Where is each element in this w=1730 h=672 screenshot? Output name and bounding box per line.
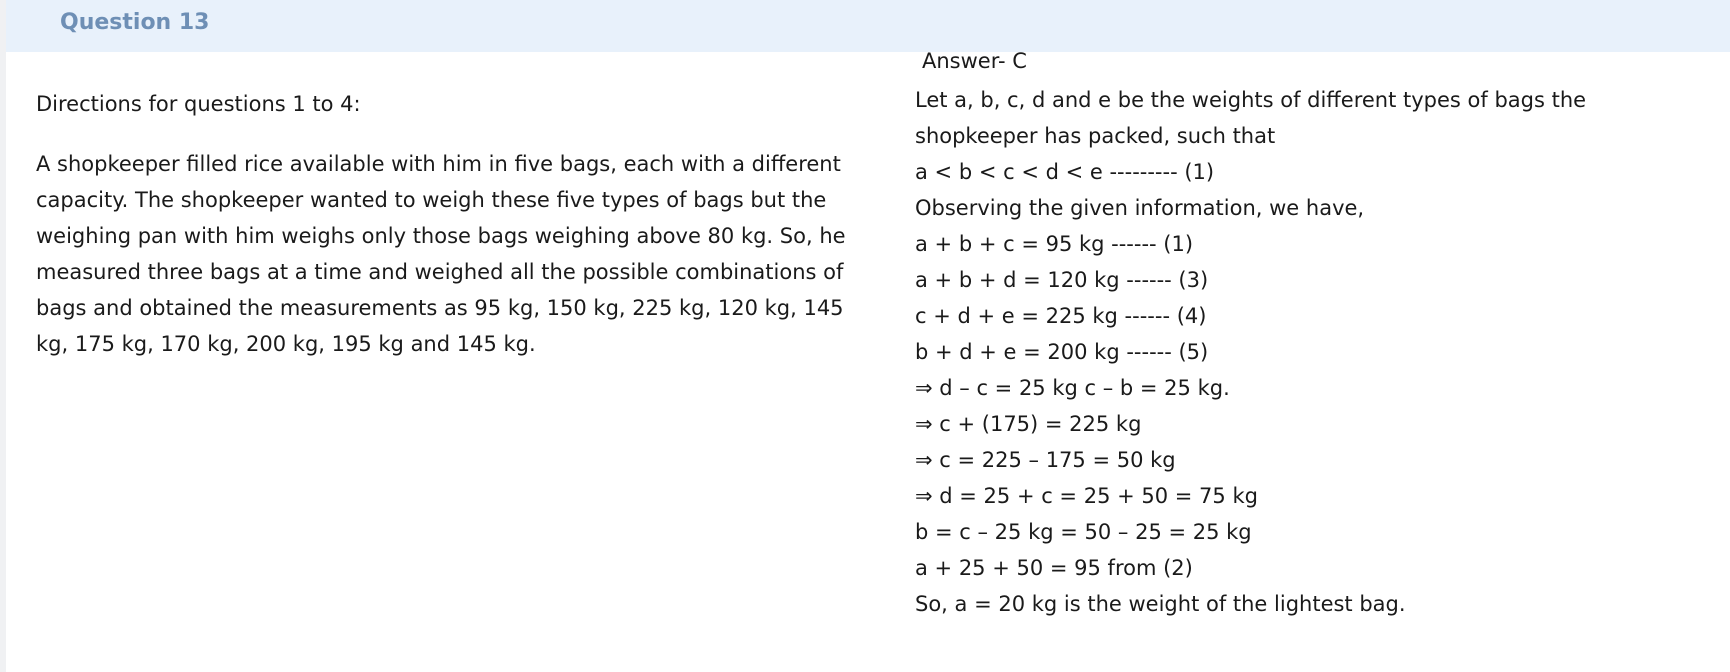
solution-line: c + d + e = 225 kg ------ (4) — [915, 304, 1207, 328]
solution-line: ⇒ c + (175) = 225 kg — [915, 412, 1142, 436]
solution-column — [915, 82, 1715, 622]
solution-line: a + 25 + 50 = 95 from (2) — [915, 556, 1193, 580]
left-edge-strip — [0, 0, 6, 672]
solution-line: b = c – 25 kg = 50 – 25 = 25 kg — [915, 520, 1252, 544]
solution-line: Let a, b, c, d and e be the weights of different types of bags the shopkeeper has packed, such that — [915, 88, 1587, 148]
question-passage-column — [36, 86, 866, 362]
passage-text: A shopkeeper filled rice available with him in five bags, each with a different capacity. The shopkeeper wanted to weigh these five types of bags but the weighing pan with him weighs only those bags weighing above 80 kg. So, he measured three bags at a time and weighed all the possible combinations of bags and obtained the measurements as 95 kg, 150 kg, 225 kg, 120 kg, 145 kg, 175 kg, 170 kg, 200 kg, 195 kg and 145 kg. — [36, 152, 846, 356]
solution-line: ⇒ d – c = 25 kg c – b = 25 kg. — [915, 376, 1230, 400]
solution-line: ⇒ c = 225 – 175 = 50 kg — [915, 448, 1176, 472]
solution-line: So, a = 20 kg is the weight of the lightest bag. — [915, 592, 1406, 616]
answer-label: Answer- C — [922, 49, 1027, 73]
solution-line: b + d + e = 200 kg ------ (5) — [915, 340, 1209, 364]
solution-line: a < b < c < d < e --------- (1) — [915, 160, 1215, 184]
solution-line: Observing the given information, we have, — [915, 196, 1365, 220]
question-title: Question 13 — [60, 10, 210, 35]
directions-text: Directions for questions 1 to 4: — [36, 92, 361, 116]
solution-line: a + b + c = 95 kg ------ (1) — [915, 232, 1194, 256]
question-header — [6, 0, 1730, 52]
solution-line: ⇒ d = 25 + c = 25 + 50 = 75 kg — [915, 484, 1258, 508]
solution-line: a + b + d = 120 kg ------ (3) — [915, 268, 1209, 292]
